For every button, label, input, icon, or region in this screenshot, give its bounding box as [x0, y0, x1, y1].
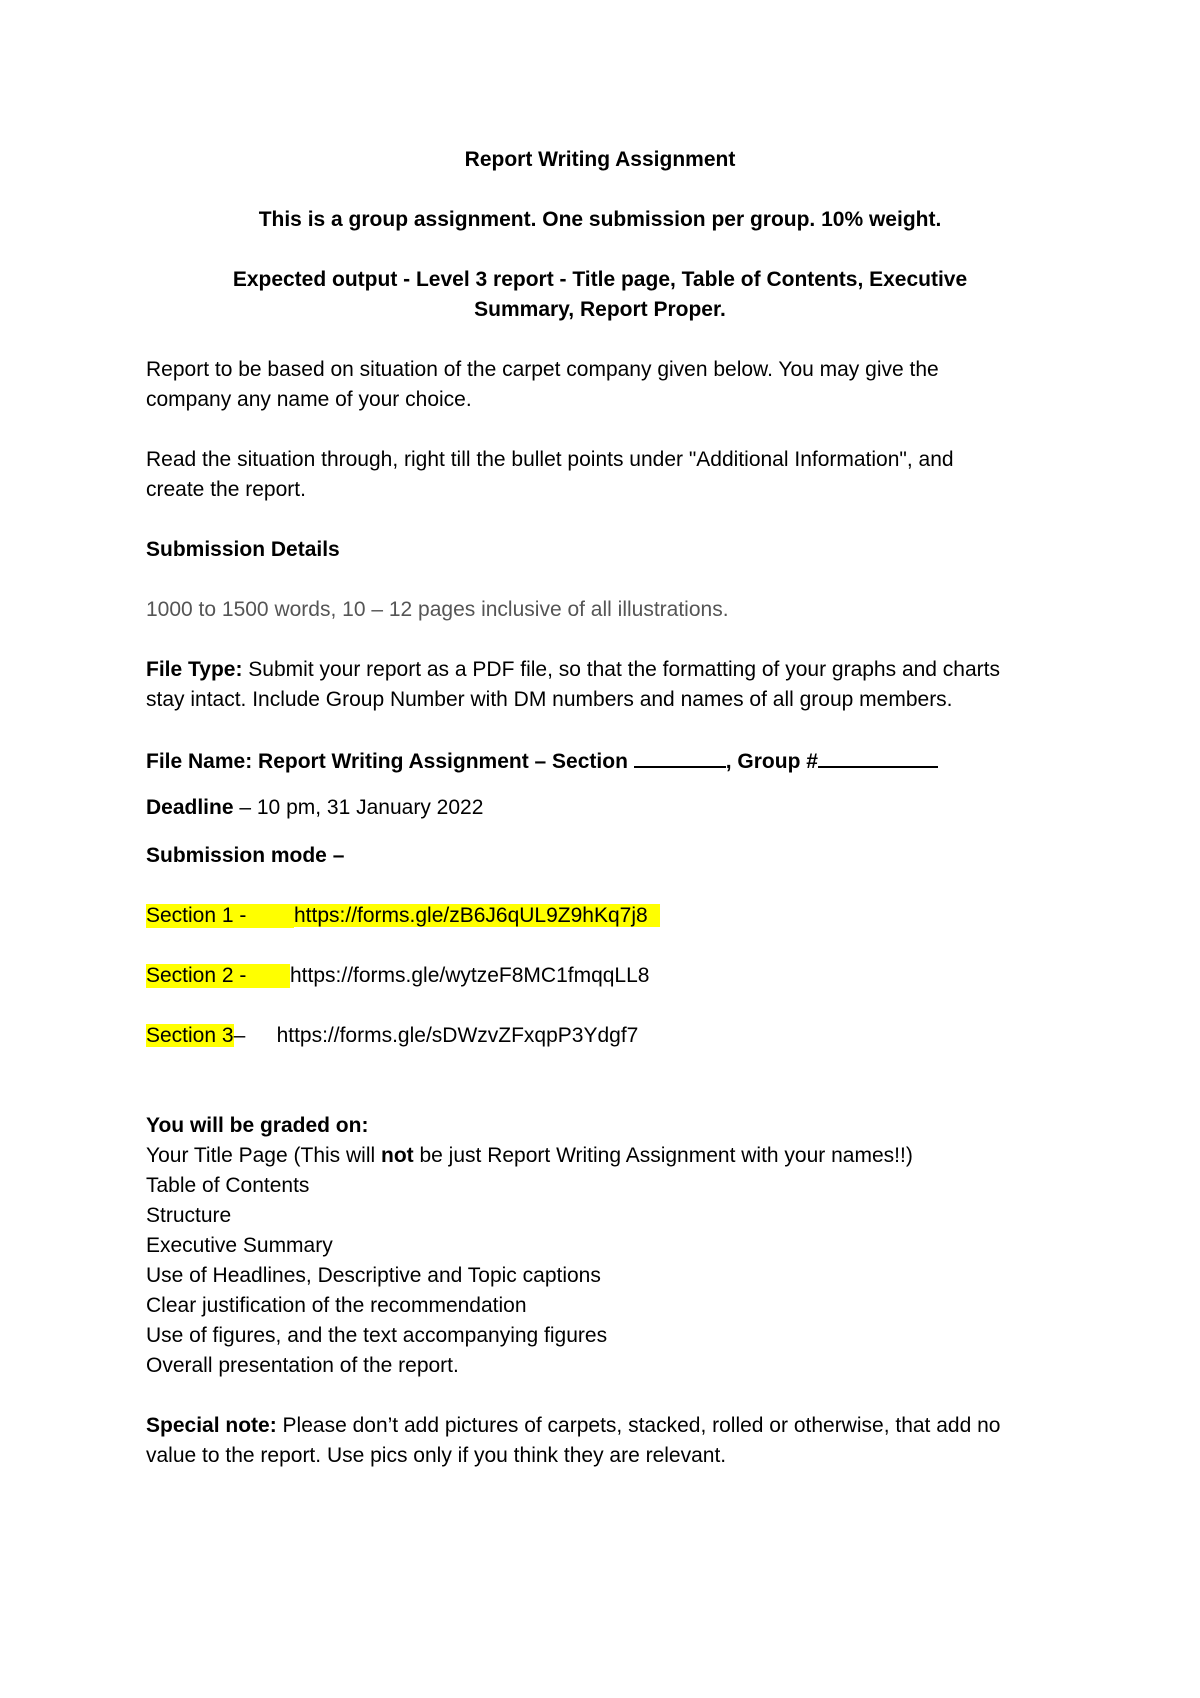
- section-3-label: Section 3: [146, 1024, 234, 1047]
- submission-mode-heading: Submission mode –: [146, 844, 345, 867]
- section-2-link[interactable]: https://forms.gle/wytzeF8MC1fmqqLL8: [290, 964, 650, 987]
- section-2-label: Section 2 -: [146, 964, 290, 988]
- read-line-1: Read the situation through, right till the bullet points under "Additional Information", and: [146, 448, 954, 471]
- read-line-2: create the report.: [146, 478, 306, 501]
- section-3-row: [146, 1024, 638, 1048]
- section-3-link[interactable]: https://forms.gle/sDWzvZFxqpP3Ydgf7: [276, 1024, 639, 1047]
- section-1-row: [146, 904, 660, 928]
- graded-title-page-bold: not: [381, 1144, 414, 1167]
- intro-line-2: company any name of your choice.: [146, 388, 472, 411]
- graded-item: Use of Headlines, Descriptive and Topic captions: [146, 1264, 601, 1287]
- graded-heading: You will be graded on:: [146, 1114, 369, 1137]
- special-note-line-1: [146, 1414, 1000, 1438]
- assignment-subtitle: This is a group assignment. One submission per group. 10% weight.: [258, 208, 942, 231]
- deadline-line: [146, 796, 483, 820]
- group-blank: [818, 748, 938, 768]
- deadline-value: – 10 pm, 31 January 2022: [233, 796, 484, 819]
- word-count-requirement: 1000 to 1500 words, 10 – 12 pages inclusive of all illustrations.: [146, 598, 729, 621]
- expected-output-line-2: Summary, Report Proper.: [474, 298, 726, 321]
- graded-item: Table of Contents: [146, 1174, 310, 1197]
- file-name-line: [146, 748, 938, 774]
- graded-item: Use of figures, and the text accompanying figures: [146, 1324, 608, 1347]
- special-note-label: Special note:: [146, 1414, 277, 1437]
- section-3-dash: –: [233, 1024, 246, 1047]
- file-type-label: File Type:: [146, 658, 243, 681]
- graded-item: Structure: [146, 1204, 232, 1227]
- file-type-line-1: [146, 658, 1000, 682]
- graded-title-page: [146, 1144, 913, 1168]
- submission-details-heading: Submission Details: [146, 538, 340, 561]
- file-name-prefix: File Name: Report Writing Assignment – Section: [146, 750, 634, 773]
- file-name-middle: , Group #: [725, 750, 818, 773]
- section-2-row: [146, 964, 649, 988]
- deadline-label: Deadline: [146, 796, 234, 819]
- document-title: Report Writing Assignment: [464, 148, 736, 171]
- graded-item: Clear justification of the recommendation: [146, 1294, 527, 1317]
- special-note-text-1: Please don’t add pictures of carpets, stacked, rolled or otherwise, that add no: [276, 1414, 1001, 1437]
- graded-title-page-pre: Your Title Page (This will: [146, 1144, 381, 1167]
- expected-output-line-1: Expected output - Level 3 report - Title page, Table of Contents, Executive: [232, 268, 968, 291]
- section-1-link[interactable]: https://forms.gle/zB6J6qUL9Z9hKq7j8: [294, 904, 660, 927]
- graded-item: Executive Summary: [146, 1234, 333, 1257]
- intro-line-1: Report to be based on situation of the carpet company given below. You may give the: [146, 358, 939, 381]
- special-note-line-2: value to the report. Use pics only if you think they are relevant.: [146, 1444, 727, 1467]
- graded-item: Overall presentation of the report.: [146, 1354, 459, 1377]
- section-blank: [634, 748, 726, 768]
- section-1-label: Section 1 -: [146, 904, 294, 928]
- graded-title-page-post: be just Report Writing Assignment with your names!!): [413, 1144, 913, 1167]
- file-type-line-2: stay intact. Include Group Number with DM numbers and names of all group members.: [146, 688, 953, 711]
- file-type-text-1: Submit your report as a PDF file, so that the formatting of your graphs and charts: [242, 658, 1000, 681]
